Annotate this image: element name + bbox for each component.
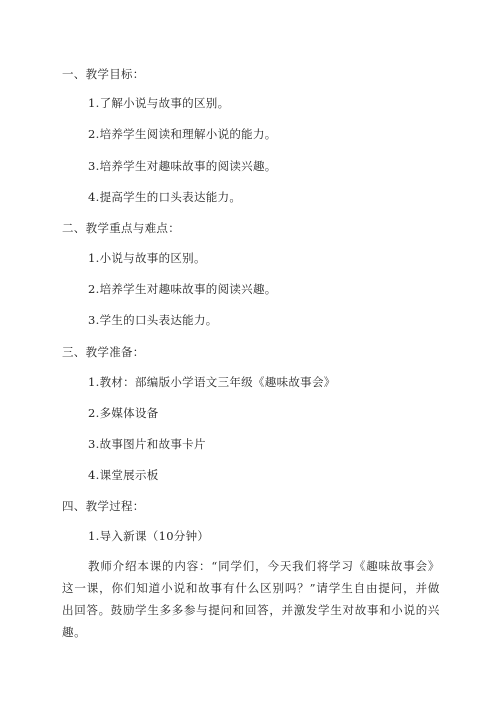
objective-item-3: 3.培养学生对趣味故事的阅读兴趣。 [88,159,277,173]
process-paragraph: 教师介绍本课的内容：“同学们，今天我们将学习《趣味故事会》这一课，你们知道小说和故事有什么区别吗？”请学生自由提问，并做出回答。鼓励学生多多参与提问和回答，并激发学生对故事和小说的兴趣。 [62,559,440,639]
section-heading-preparation: 三、教学准备： [62,345,145,359]
section-heading-objectives: 一、教学目标： [62,67,145,81]
process-item-1: 1.导入新课（10分钟） [88,529,210,543]
preparation-item-2: 2.多媒体设备 [88,406,159,420]
objective-item-1: 1.了解小说与故事的区别。 [88,96,230,110]
objective-item-4: 4.提高学生的口头表达能力。 [88,190,242,204]
key-point-item-3: 3.学生的口头表达能力。 [88,313,218,327]
objective-item-2: 2.培养学生阅读和理解小说的能力。 [88,127,277,141]
key-point-item-2: 2.培养学生对趣味故事的阅读兴趣。 [88,282,277,296]
preparation-item-3: 3.故事图片和故事卡片 [88,437,206,451]
section-heading-process: 四、教学过程： [62,499,145,513]
preparation-item-4: 4.课堂展示板 [88,468,159,482]
key-point-item-1: 1.小说与故事的区别。 [88,251,206,265]
section-heading-key-points: 二、教学重点与难点： [62,221,180,235]
preparation-item-1: 1.教材：部编版小学语文三年级《趣味故事会》 [88,375,336,389]
